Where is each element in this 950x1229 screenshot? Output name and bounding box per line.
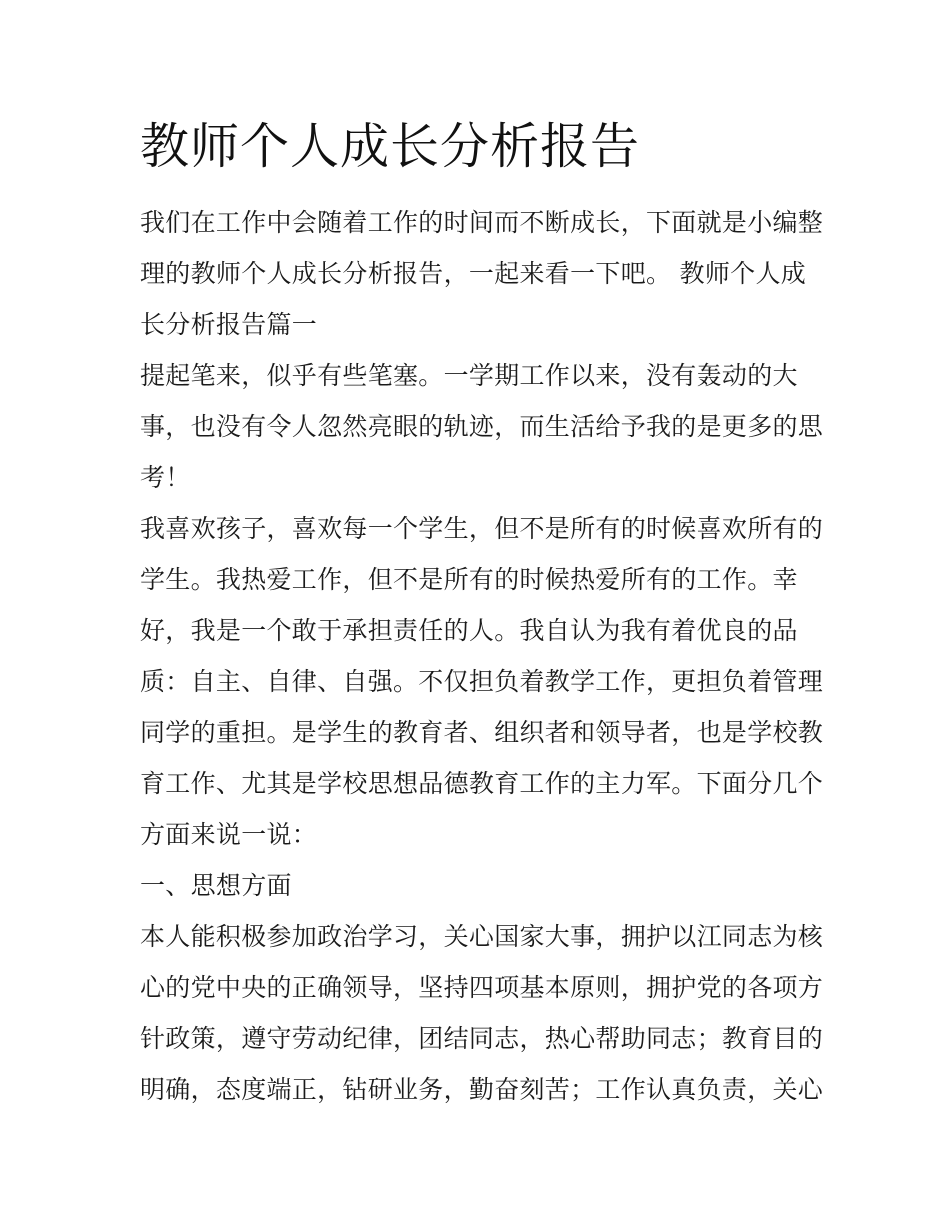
document-body: [140, 197, 830, 1115]
document-title: 教师个人成长分析报告: [140, 118, 641, 175]
text-line: 我喜欢孩子，喜欢每一个学生，但不是所有的时候喜欢所有的: [140, 514, 824, 543]
text-line: 事，也没有令人忽然亮眼的轨迹，而生活给予我的是更多的思: [140, 412, 824, 441]
text-line: 心的党中央的正确领导，坚持四项基本原则，拥护党的各项方: [140, 973, 824, 1002]
text-line: 质：自主、自律、自强。不仅担负着教学工作，更担负着管理: [140, 667, 824, 696]
text-line: 针政策，遵守劳动纪律，团结同志，热心帮助同志；教育目的: [140, 1024, 824, 1053]
text-line: 学生。我热爱工作，但不是所有的时候热爱所有的工作。幸: [140, 565, 798, 594]
text-line: 理的教师个人成长分析报告，一起来看一下吧。 教师个人成: [140, 259, 807, 288]
text-line: 我们在工作中会随着工作的时间而不断成长，下面就是小编整: [140, 208, 824, 237]
text-line: 育工作、尤其是学校思想品德教育工作的主力军。下面分几个: [140, 769, 824, 798]
text-line: 考！: [140, 463, 191, 492]
section-heading: 一、思想方面: [140, 871, 292, 900]
text-line: 同学的重担。是学生的教育者、组织者和领导者，也是学校教: [140, 718, 824, 747]
text-line: 方面来说一说：: [140, 820, 318, 849]
text-line: 提起笔来，似乎有些笔塞。一学期工作以来，没有轰动的大: [140, 361, 798, 390]
text-line: 明确，态度端正，钻研业务，勤奋刻苦；工作认真负责，关心: [140, 1075, 824, 1104]
text-line: 本人能积极参加政治学习，关心国家大事，拥护以江同志为核: [140, 922, 824, 951]
text-line: 长分析报告篇一: [140, 310, 318, 339]
text-line: 好，我是一个敢于承担责任的人。我自认为我有着优良的品: [140, 616, 798, 645]
